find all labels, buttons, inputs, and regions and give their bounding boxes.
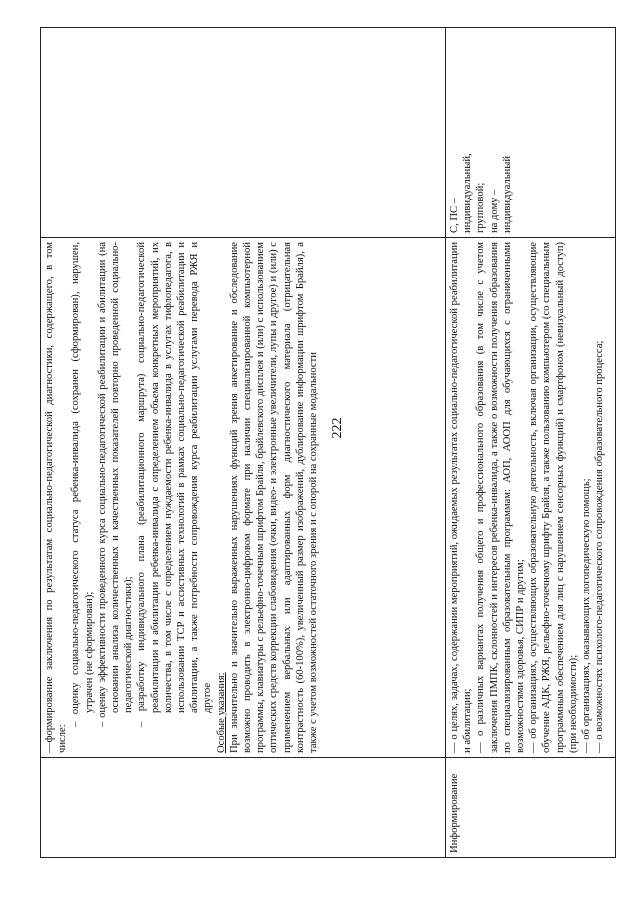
form-line: индивидуальный	[501, 156, 513, 233]
service-name-cell	[446, 758, 616, 858]
list-item: — о различных вариантах получения общего и профессионального образования (в том числе с учетом заключения ПМПК, склонностей и интересов ребенка-инвалида, а также о возможности получения образования по специализированным образовательным программам: АОП, АООП для обучающихся с ограниченными возможностями здоровья, СИПР и другим;	[475, 242, 527, 753]
intro-text: —формирование заключения по результатам социально-педагогической диагностики, содержащего, в том числе:	[44, 242, 69, 753]
sub-item: – оценку социально-педагогического статуса ребенка-инвалида (сохранен (сформирован), нарушен, утрачен (не сформирован);	[70, 242, 95, 727]
content-cell	[41, 238, 446, 758]
service-name-cell	[41, 758, 446, 858]
service-name: Информирование	[449, 773, 460, 853]
special-text: При значительно и значительно выраженных нарушениях функций зрения анкетирование и обследование возможно проводить в электронно-цифровом формате при наличии специализированной компьютерной программы, клавиатуры с рельефно-точечным шрифтом Брайля, брайлевского дисплея и (или) с использованием оптических средств коррекции слабовидения (очки, видео- и электронные увеличители, лупы и другое) и (или) с применением вербальных или адаптированных форм диагностического материала (отрицательная контрастность (60-100%), увеличенный размер изображений, дублирование информации шрифтом Брайля), а также с учетом возможностей остаточного зрения и с опорой на сохранные модальности	[228, 242, 320, 753]
table-row-informing	[446, 28, 616, 858]
list-item: — об организациях, осуществляющих образовательную деятельность, включая организации, осуществляющие обучение АДК, РЖЯ, рельефно-точечному шрифту Брайля, а также пользованию компьютером (со специальным программным обеспечением для лиц с нарушением сенсорных функций) и смартфоном (невизуальный доступ) (при необходимости);	[528, 242, 579, 753]
table-row-diagnostics	[41, 28, 446, 858]
list-item: — о целях, задачах, содержании мероприятий, ожидаемых результатах социально-педагогической реабилитации и абилитации;	[449, 242, 474, 753]
form-cell	[41, 28, 446, 238]
content-cell	[446, 238, 616, 758]
page-number: 222	[330, 417, 345, 439]
form-line: групповой;	[475, 182, 487, 233]
form-line: С, ПС –	[449, 197, 460, 233]
rotated-content	[40, 28, 605, 858]
form-line: на дому –	[488, 189, 500, 233]
service-table	[40, 27, 616, 858]
sub-item: – оценку эффективности проведенного курса социально-педагогической реабилитации и абилитации (на основании анализа количественных и качественных показателей повторно проведенной социально-педагогической диагностики);	[96, 242, 135, 727]
special-heading: Особые указания:	[215, 672, 227, 753]
rotated-sheet	[40, 28, 605, 858]
list-item: — о возможностях психолого-педагогического сопровождения образовательного процесса;	[594, 340, 606, 753]
form-cell	[446, 28, 616, 238]
list-item: — об организациях, оказывающих логопедическую помощь;	[581, 478, 593, 753]
sub-item: – разработку индивидуального плана (реабилитационного маршрута) социально-педагогической реабилитации и абилитации ребенка-инвалида с определением объема конкретных мероприятий, их количества, в том числе с определением нуждаемости ребенка-инвалида в услугах тифлопедагога, в использовании ТСР и ассистивных технологий в рамках социально-педагогической реабилитации и абилитации, а также потребности сопровождения курса реабилитации услугами перевода РЖЯ и другое	[136, 242, 214, 727]
form-line: индивидуальный,	[462, 153, 474, 233]
